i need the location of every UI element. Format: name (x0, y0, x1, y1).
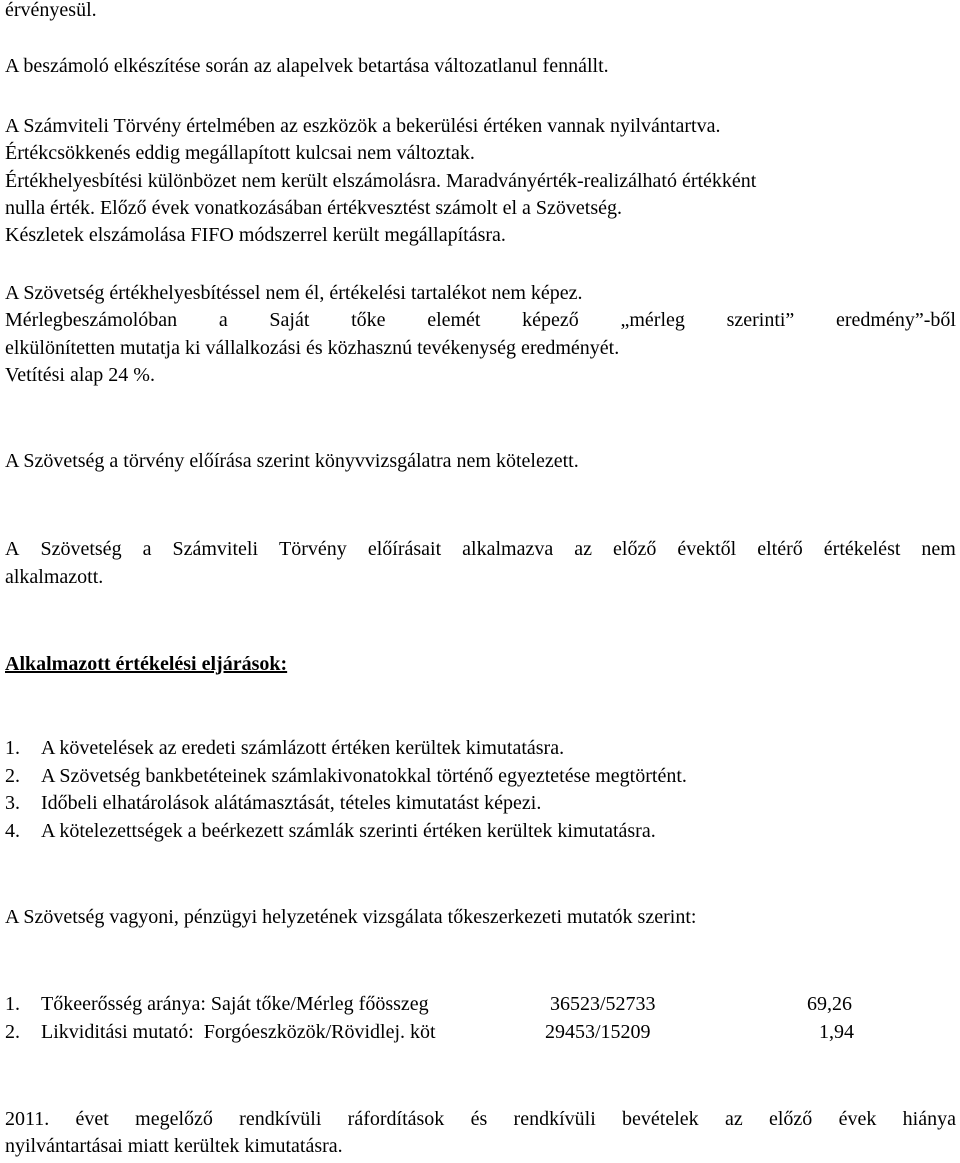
principles-paragraph: A beszámoló elkészítése során az alapelvek betartása változatlanul fennállt. (5, 55, 609, 77)
final-justified-line (5, 1106, 956, 1132)
list-text: Időbeli elhatárolások alátámasztását, tételes kimutatást képezi. (41, 792, 542, 814)
word: az (574, 538, 592, 560)
revaluation-line: A Szövetség értékhelyesbítéssel nem él, értékelési tartalékot nem képez. (5, 282, 583, 304)
word: évek (838, 1108, 877, 1130)
list-number: 4. (5, 820, 20, 842)
list-number: 3. (5, 792, 20, 814)
word: értékelést (823, 538, 901, 560)
word: „mérleg (620, 309, 685, 331)
list-item (5, 790, 541, 816)
word: és (470, 1108, 488, 1130)
word: megelőző (135, 1108, 213, 1130)
word: rendkívüli (239, 1108, 322, 1130)
word: előző (769, 1108, 813, 1130)
word: rendkívüli (513, 1108, 596, 1130)
balance-line: elkülönítetten mutatja ki vállalkozási és közhasznú tevékenység eredményét. (5, 337, 620, 359)
word: tőke (351, 309, 386, 331)
word: képező (522, 309, 579, 331)
word: előző (613, 538, 657, 560)
no-different-justified-line (5, 536, 956, 562)
word: ráfordítások (347, 1108, 445, 1130)
word: hiánya (902, 1108, 956, 1130)
word: A (5, 538, 20, 560)
list-number: 1. (5, 737, 20, 759)
word: Saját (269, 309, 310, 331)
list-item (5, 763, 687, 789)
word: Törvény (279, 538, 347, 560)
ratio-value: 69,26 (807, 993, 852, 1015)
word: bevételek (622, 1108, 699, 1130)
word: nem (921, 538, 956, 560)
list-text: A Szövetség bankbetéteinek számlakivonatokkal történő egyeztetése megtörtént. (41, 765, 687, 787)
top-fragment: érvényesül. (5, 0, 97, 21)
word: évet (75, 1108, 109, 1130)
ratio-value: 1,94 (819, 1021, 854, 1043)
methods-heading: Alkalmazott értékelési eljárások: (5, 653, 288, 675)
list-text: A követelések az eredeti számlázott értéken kerültek kimutatásra. (41, 737, 565, 759)
ratio-label: Likviditási mutató: Forgóeszközök/Rövidlej. köt (41, 1021, 436, 1043)
word: Számviteli (172, 538, 259, 560)
list-item (5, 735, 564, 761)
ratio-fraction: 36523/52733 (550, 993, 656, 1015)
list-item (5, 818, 656, 844)
word: Szövetség (40, 538, 122, 560)
word: eredmény”-ből (835, 309, 956, 331)
word: az (724, 1108, 743, 1130)
word: eltérő (757, 538, 803, 560)
word: a (218, 309, 228, 331)
ratio-row (5, 991, 960, 1017)
word: előírásait (367, 538, 442, 560)
word: alkalmazva (462, 538, 554, 560)
word: a (142, 538, 152, 560)
ratio-number: 1. (5, 993, 20, 1015)
word: szerinti” (726, 309, 795, 331)
balance-line: Vetítési alap 24 %. (5, 364, 155, 386)
ratio-row (5, 1019, 960, 1045)
final-line: nyilvántartásai miatt kerültek kimutatásra. (5, 1135, 343, 1157)
valuation-line: Értékcsökkenés eddig megállapított kulcsai nem változtak. (5, 142, 475, 164)
ratio-fraction: 29453/15209 (545, 1021, 651, 1043)
list-number: 2. (5, 765, 20, 787)
ratio-label: Tőkeerősség aránya: Saját tőke/Mérleg főösszeg (41, 993, 429, 1015)
no-different-line: alkalmazott. (5, 566, 104, 588)
valuation-line: Készletek elszámolása FIFO módszerrel került megállapításra. (5, 224, 506, 246)
word: elemét (427, 309, 481, 331)
valuation-line: A Számviteli Törvény értelmében az eszközök a bekerülési értéken vannak nyilvántartva. (5, 115, 721, 137)
word: évektől (677, 538, 737, 560)
word: 2011. (5, 1108, 50, 1130)
ratios-intro: A Szövetség vagyoni, pénzügyi helyzetének vizsgálata tőkeszerkezeti mutatók szerint: (5, 906, 697, 928)
word: Mérlegbeszámolóban (5, 309, 178, 331)
valuation-line: Értékhelyesbítési különbözet nem került elszámolásra. Maradványérték-realizálható értékként (5, 170, 757, 192)
list-text: A kötelezettségek a beérkezett számlák szerinti értéken kerültek kimutatásra. (41, 820, 656, 842)
ratio-number: 2. (5, 1021, 20, 1043)
valuation-line: nulla érték. Előző évek vonatkozásában értékvesztést számolt el a Szövetség. (5, 197, 622, 219)
audit-paragraph: A Szövetség a törvény előírása szerint könyvvizsgálatra nem kötelezett. (5, 450, 579, 472)
balance-justified-line (5, 307, 956, 333)
